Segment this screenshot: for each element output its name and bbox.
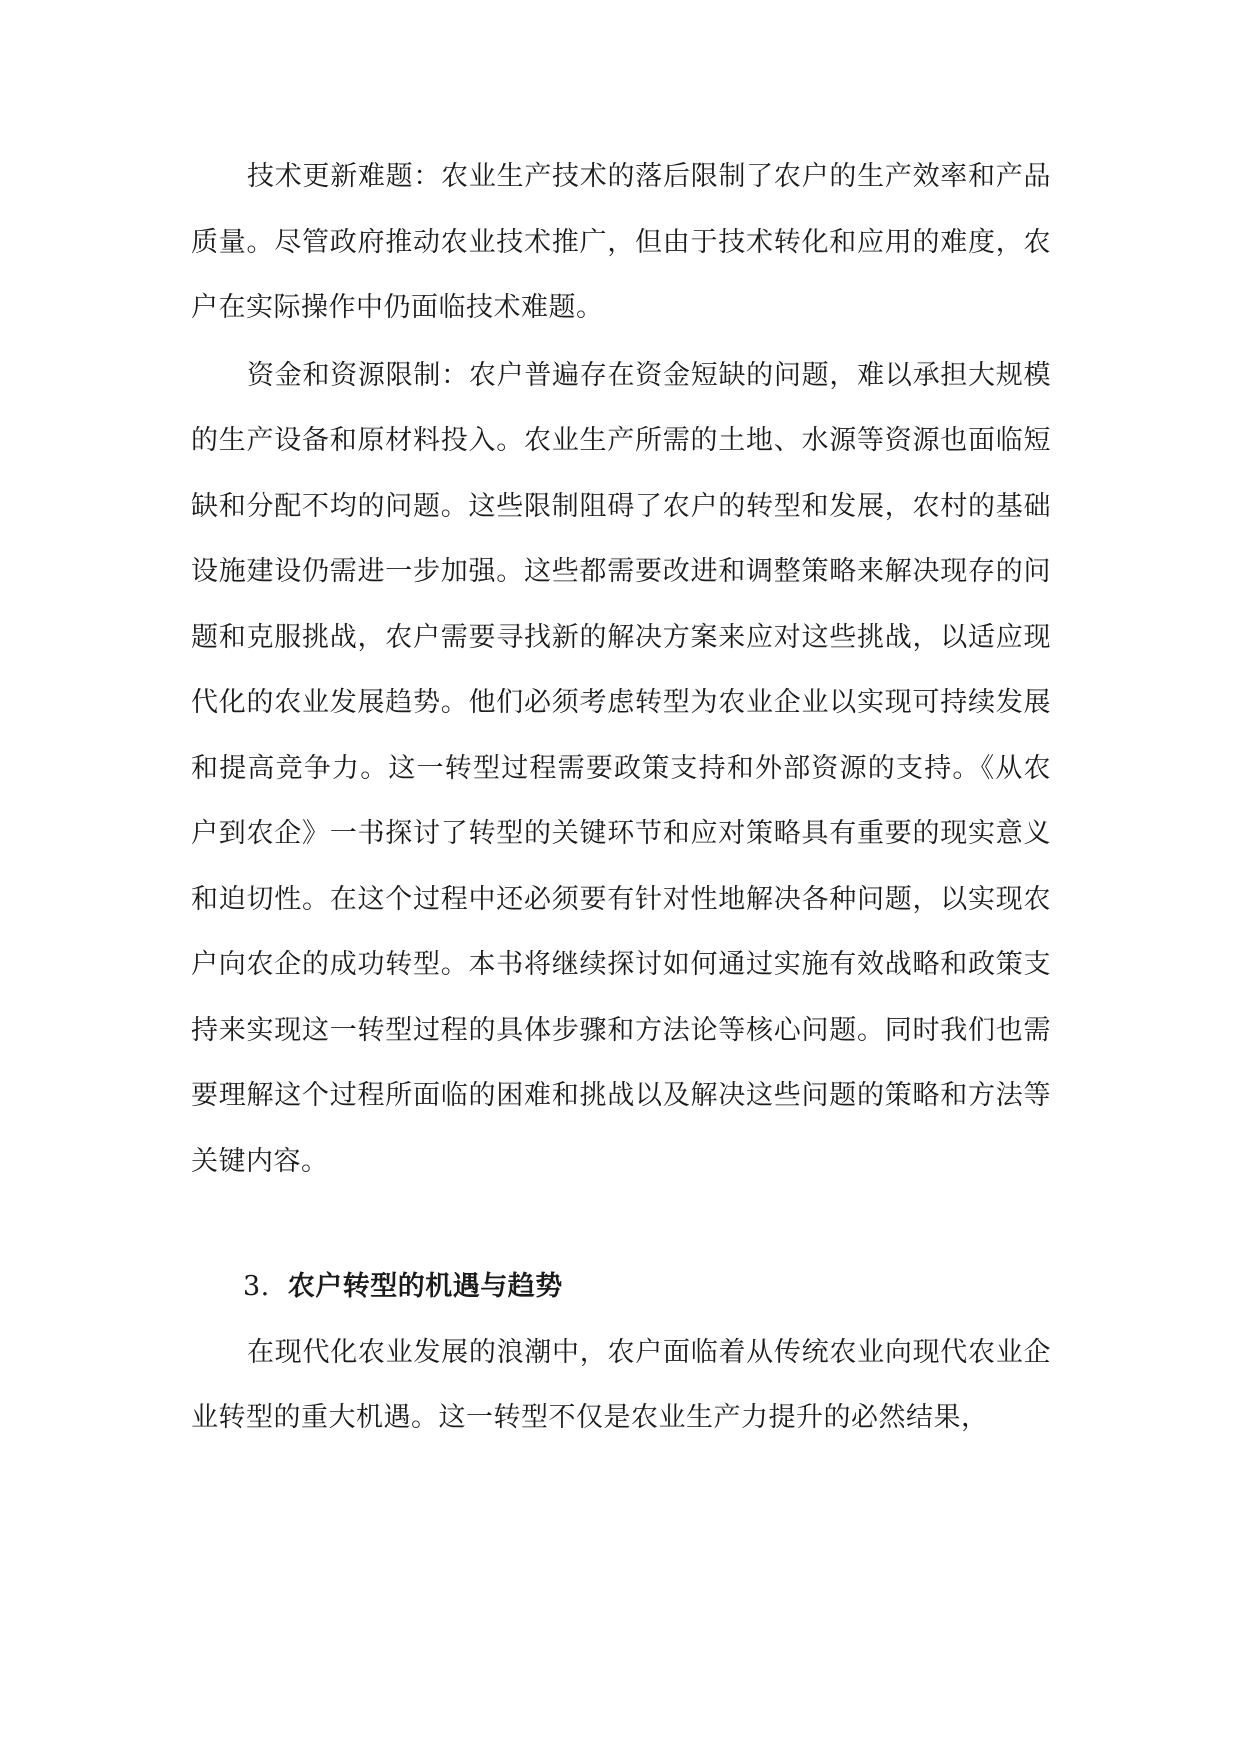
body-text	[191, 144, 1051, 1451]
section-title: 农户转型的机遇与趋势	[287, 1271, 563, 1302]
paragraph-opportunities: 在现代化农业发展的浪潮中，农户面临着从传统农业向现代农业企业转型的重大机遇。这一转型不仅是农业生产力提升的必然结果，	[191, 1336, 1051, 1433]
paragraph-tech-update: 技术更新难题：农业生产技术的落后限制了农户的生产效率和产品质量。尽管政府推动农业技术推广，但由于技术转化和应用的难度，农户在实际操作中仍面临技术难题。	[191, 161, 1051, 323]
section-number: 3.	[243, 1271, 270, 1302]
paragraph-funding-resources: 资金和资源限制：农户普遍存在资金短缺的问题，难以承担大规模的生产设备和原材料投入。农业生产所需的土地、水源等资源也面临短缺和分配不均的问题。这些限制阻碍了农户的转型和发展，农村的基础设施建设仍需进一步加强。这些都需要改进和调整策略来解决现存的问题和克服挑战，农户需要寻找新的解决方案来应对这些挑战，以适应现代化的农业发展趋势。他们必须考虑转型为农业企业以实现可持续发展和提高竞争力。这一转型过程需要政策支持和外部资源的支持。《从农户到农企》一书探讨了转型的关键环节和应对策略具有重要的现实意义和迫切性。在这个过程中还必须要有针对性地解决各种问题，以实现农户向农企的成功转型。本书将继续探讨如何通过实施有效战略和政策支持来实现这一转型过程的具体步骤和方法论等核心问题。同时我们也需要理解这个过程所面临的困难和挑战以及解决这些问题的策略和方法等关键内容。	[191, 359, 1051, 1177]
section-heading	[191, 1254, 1051, 1320]
